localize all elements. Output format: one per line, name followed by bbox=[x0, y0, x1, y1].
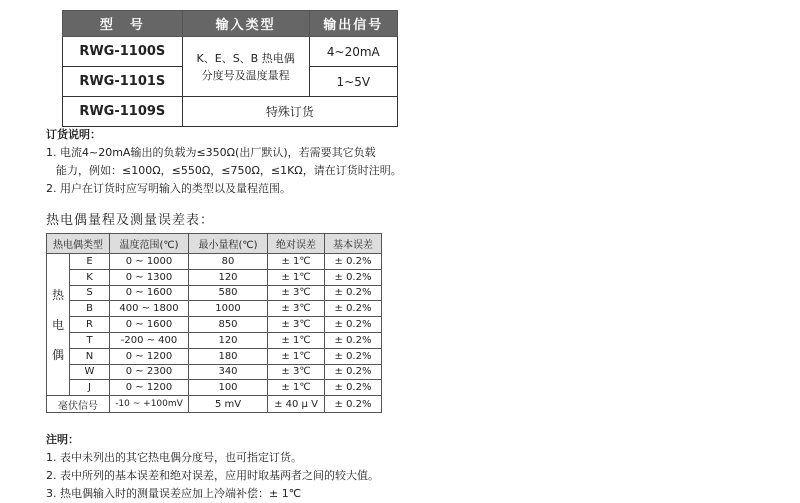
mv-label: 毫伏信号 bbox=[47, 396, 110, 413]
tc-type: K bbox=[70, 269, 110, 285]
model-name: RWG-1101S bbox=[63, 67, 183, 97]
min-range: 180 bbox=[189, 348, 268, 364]
temp-range: 0 ~ 1600 bbox=[110, 285, 189, 301]
table-row bbox=[63, 97, 398, 127]
basic-error: ± 0.2% bbox=[325, 380, 382, 396]
tc-type: B bbox=[70, 301, 110, 317]
tc-type: N bbox=[70, 348, 110, 364]
tc-type: T bbox=[70, 332, 110, 348]
abs-error: ± 1℃ bbox=[268, 348, 325, 364]
order-notes-title: 订货说明： bbox=[46, 128, 101, 141]
order-note-line: 能力，例如：≤100Ω，≤550Ω，≤750Ω，≤1KΩ，请在订货时注明。 bbox=[56, 164, 402, 177]
order-notes bbox=[46, 126, 402, 198]
tc-group-char: 电 bbox=[51, 317, 64, 332]
range-table bbox=[46, 233, 382, 413]
header-min-range: 最小量程(℃) bbox=[189, 234, 268, 254]
special-order: 特殊订货 bbox=[182, 97, 397, 127]
header-basic-error: 基本误差 bbox=[325, 234, 382, 254]
temp-range: 0 ~ 1000 bbox=[110, 254, 189, 270]
temp-range: 0 ~ 1200 bbox=[110, 380, 189, 396]
output-signal: 1~5V bbox=[309, 67, 397, 97]
table-row bbox=[47, 254, 382, 270]
min-range: 120 bbox=[189, 332, 268, 348]
basic-error: ± 0.2% bbox=[325, 269, 382, 285]
table-row bbox=[47, 317, 382, 333]
range-table-header bbox=[47, 234, 382, 254]
abs-error: ± 3℃ bbox=[268, 301, 325, 317]
note-line: 1. 表中未列出的其它热电偶分度号，也可指定订货。 bbox=[46, 451, 302, 464]
mv-range: -10 ~ +100mV bbox=[110, 396, 189, 413]
mv-abs: ± 40 μ V bbox=[268, 396, 325, 413]
basic-error: ± 0.2% bbox=[325, 317, 382, 333]
output-signal: 4~20mA bbox=[309, 37, 397, 67]
min-range: 1000 bbox=[189, 301, 268, 317]
min-range: 580 bbox=[189, 285, 268, 301]
min-range: 100 bbox=[189, 380, 268, 396]
basic-error: ± 0.2% bbox=[325, 301, 382, 317]
header-model: 型 号 bbox=[63, 11, 183, 37]
header-temp-range: 温度范围(℃) bbox=[110, 234, 189, 254]
header-input-type: 输入类型 bbox=[182, 11, 309, 37]
notes bbox=[46, 431, 379, 503]
temp-range: 0 ~ 1200 bbox=[110, 348, 189, 364]
range-table-title: 热电偶量程及测量误差表： bbox=[46, 213, 215, 228]
tc-type: J bbox=[70, 380, 110, 396]
model-name: RWG-1109S bbox=[63, 97, 183, 127]
abs-error: ± 3℃ bbox=[268, 317, 325, 333]
tc-type: S bbox=[70, 285, 110, 301]
header-output-signal: 输出信号 bbox=[309, 11, 397, 37]
tc-group-char: 偶 bbox=[51, 347, 64, 362]
abs-error: ± 1℃ bbox=[268, 269, 325, 285]
table-row-mv bbox=[47, 396, 382, 413]
abs-error: ± 1℃ bbox=[268, 380, 325, 396]
range-table-body bbox=[47, 254, 382, 396]
tc-type: R bbox=[70, 317, 110, 333]
table-row bbox=[47, 285, 382, 301]
header-abs-error: 绝对误差 bbox=[268, 234, 325, 254]
note-line: 3. 热电偶输入时的测量误差应加上冷端补偿：± 1℃ bbox=[46, 487, 302, 500]
basic-error: ± 0.2% bbox=[325, 332, 382, 348]
basic-error: ± 0.2% bbox=[325, 348, 382, 364]
temp-range: 0 ~ 1300 bbox=[110, 269, 189, 285]
min-range: 850 bbox=[189, 317, 268, 333]
table-row bbox=[63, 37, 398, 67]
abs-error: ± 1℃ bbox=[268, 254, 325, 270]
temp-range: -200 ~ 400 bbox=[110, 332, 189, 348]
table-row bbox=[47, 301, 382, 317]
order-note-line: 2. 用户在订货时应写明输入的类型以及量程范围。 bbox=[46, 182, 291, 195]
mv-min: 5 mV bbox=[189, 396, 268, 413]
min-range: 80 bbox=[189, 254, 268, 270]
abs-error: ± 1℃ bbox=[268, 332, 325, 348]
mv-basic: ± 0.2% bbox=[325, 396, 382, 413]
tc-type: E bbox=[70, 254, 110, 270]
model-name: RWG-1100S bbox=[63, 37, 183, 67]
min-range: 120 bbox=[189, 269, 268, 285]
basic-error: ± 0.2% bbox=[325, 364, 382, 380]
note-line: 2. 表中所列的基本误差和绝对误差，应用时取基两者之间的较大值。 bbox=[46, 469, 379, 482]
table-row bbox=[47, 269, 382, 285]
order-note-line: 1. 电流4~20mA输出的负载为≤350Ω(出厂默认)，若需要其它负载 bbox=[46, 146, 376, 159]
input-type-cell bbox=[182, 37, 309, 97]
table-row bbox=[47, 380, 382, 396]
notes-title: 注明： bbox=[46, 433, 79, 446]
input-type-line: 分度号及温度量程 bbox=[201, 68, 290, 82]
table-row bbox=[47, 364, 382, 380]
table-row bbox=[47, 332, 382, 348]
input-type-line: K、E、S、B 热电偶 bbox=[196, 51, 295, 65]
temp-range: 400 ~ 1800 bbox=[110, 301, 189, 317]
model-table-header bbox=[63, 11, 398, 37]
model-table bbox=[62, 10, 398, 127]
tc-group-char: 热 bbox=[51, 287, 64, 302]
temp-range: 0 ~ 1600 bbox=[110, 317, 189, 333]
tc-group-label bbox=[47, 254, 70, 396]
basic-error: ± 0.2% bbox=[325, 254, 382, 270]
basic-error: ± 0.2% bbox=[325, 285, 382, 301]
abs-error: ± 3℃ bbox=[268, 285, 325, 301]
header-tc-type: 热电偶类型 bbox=[47, 234, 110, 254]
temp-range: 0 ~ 2300 bbox=[110, 364, 189, 380]
table-row bbox=[47, 348, 382, 364]
abs-error: ± 3℃ bbox=[268, 364, 325, 380]
min-range: 340 bbox=[189, 364, 268, 380]
tc-type: W bbox=[70, 364, 110, 380]
